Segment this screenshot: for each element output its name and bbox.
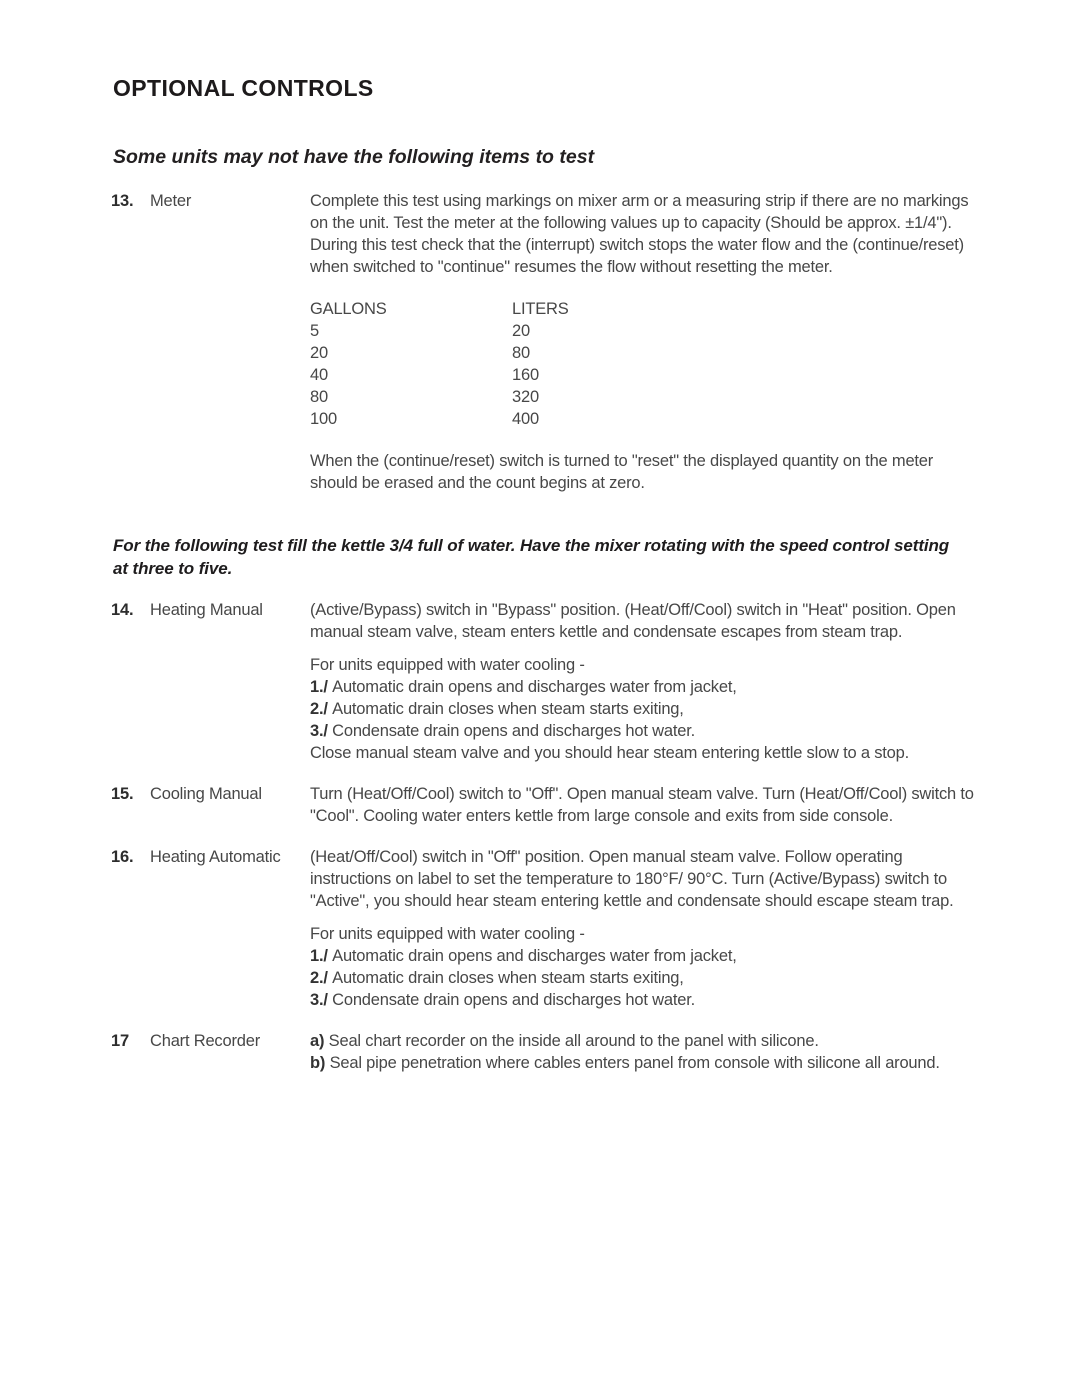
table-row [310,320,974,342]
item-body [310,783,974,827]
gallons-value: 20 [310,344,328,362]
item-label: Heating Manual [150,601,263,619]
step-text: Seal pipe penetration where cables enters panel from console with silicone all around. [329,1054,940,1072]
step-marker: b) [310,1054,326,1072]
step-text: Automatic drain opens and discharges water from jacket, [332,947,737,965]
step [310,720,974,742]
step [310,1052,974,1074]
step [310,967,974,989]
paragraph: Turn (Heat/Off/Cool) switch to "Off". Open manual steam valve. Turn (Heat/Off/Cool) switch to "Cool". Cooling water enters kettle from large console and exits from side console. [310,785,974,825]
item-number: 14. [111,601,134,619]
item-label: Cooling Manual [150,785,262,803]
step-text: Condensate drain opens and discharges hot water. [332,722,695,740]
item-number: 16. [111,848,134,866]
water-cooling-steps [310,676,974,742]
item-body [310,846,974,1011]
gallons-value: 80 [310,388,328,406]
step-text: Automatic drain closes when steam starts exiting, [332,700,684,718]
item-body [310,190,974,494]
item-14-heating-manual [111,599,1080,764]
step-marker: 3./ [310,991,328,1009]
paragraph: For units equipped with water cooling - [310,656,585,674]
item-number: 17 [111,1032,129,1050]
step-marker: 2./ [310,969,328,987]
table-header-row [310,298,974,320]
paragraph: (Heat/Off/Cool) switch in "Off" position. Open manual steam valve. Follow operating instructions on label to set the temperature to 180°F/ 90°C. Turn (Active/Bypass) switch to "Active", you should hear steam entering kettle and condensate should escape steam trap. [310,848,954,910]
paragraph: When the (continue/reset) switch is turned to "reset" the displayed quantity on the meter should be erased and the count begins at zero. [310,452,934,492]
step-marker: 1./ [310,947,328,965]
liters-value: 20 [512,322,530,340]
gallons-liters-table [310,298,974,430]
step [310,945,974,967]
table-row [310,364,974,386]
item-17-chart-recorder [111,1030,1080,1074]
table-row [310,342,974,364]
step-text: Condensate drain opens and discharges hot water. [332,991,695,1009]
step-marker: 1./ [310,678,328,696]
item-body [310,1030,974,1074]
table-row [310,408,974,430]
table-row [310,386,974,408]
table-header-liters: LITERS [512,300,569,318]
liters-value: 400 [512,410,539,428]
step-marker: a) [310,1032,325,1050]
liters-value: 320 [512,388,539,406]
step-text: Seal chart recorder on the inside all around to the panel with silicone. [328,1032,819,1050]
gallons-value: 100 [310,410,337,428]
item-label: Heating Automatic [150,848,281,866]
paragraph: For units equipped with water cooling - [310,925,585,943]
liters-value: 160 [512,366,539,384]
page-subtitle: Some units may not have the following items to test [113,146,595,168]
gallons-value: 5 [310,322,319,340]
step [310,1030,974,1052]
step [310,989,974,1011]
item-body [310,599,974,764]
paragraph: Complete this test using markings on mixer arm or a measuring strip if there are no markings on the unit. Test the meter at the following values up to capacity (Should be approx. ±1/4"). During this test check that the (interrupt) switch stops the water flow and the (continue/reset) when switched to "continue" resumes the flow without resetting the meter. [310,192,969,276]
item-16-heating-automatic [111,846,1080,1011]
item-15-cooling-manual [111,783,1080,827]
item-number: 15. [111,785,134,803]
page-title: OPTIONAL CONTROLS [113,75,374,101]
step-text: Automatic drain opens and discharges water from jacket, [332,678,737,696]
table-header-gallons: GALLONS [310,300,387,318]
paragraph: Close manual steam valve and you should hear steam entering kettle slow to a stop. [310,744,910,762]
test-precondition-note: For the following test fill the kettle 3/4 full of water. Have the mixer rotating with the speed control setting at three to five. [113,536,950,578]
paragraph: (Active/Bypass) switch in "Bypass" position. (Heat/Off/Cool) switch in "Heat" position. Open manual steam valve, steam enters kettle and condensate escapes from steam trap. [310,601,956,641]
step [310,676,974,698]
item-13-meter [111,190,1080,494]
note-block [111,534,1080,580]
liters-value: 80 [512,344,530,362]
item-number: 13. [111,192,134,210]
item-label: Chart Recorder [150,1032,260,1050]
step-marker: 3./ [310,722,328,740]
water-cooling-steps [310,945,974,1011]
item-label: Meter [150,192,192,210]
step-text: Automatic drain closes when steam starts exiting, [332,969,684,987]
step [310,698,974,720]
gallons-value: 40 [310,366,328,384]
step-marker: 2./ [310,700,328,718]
